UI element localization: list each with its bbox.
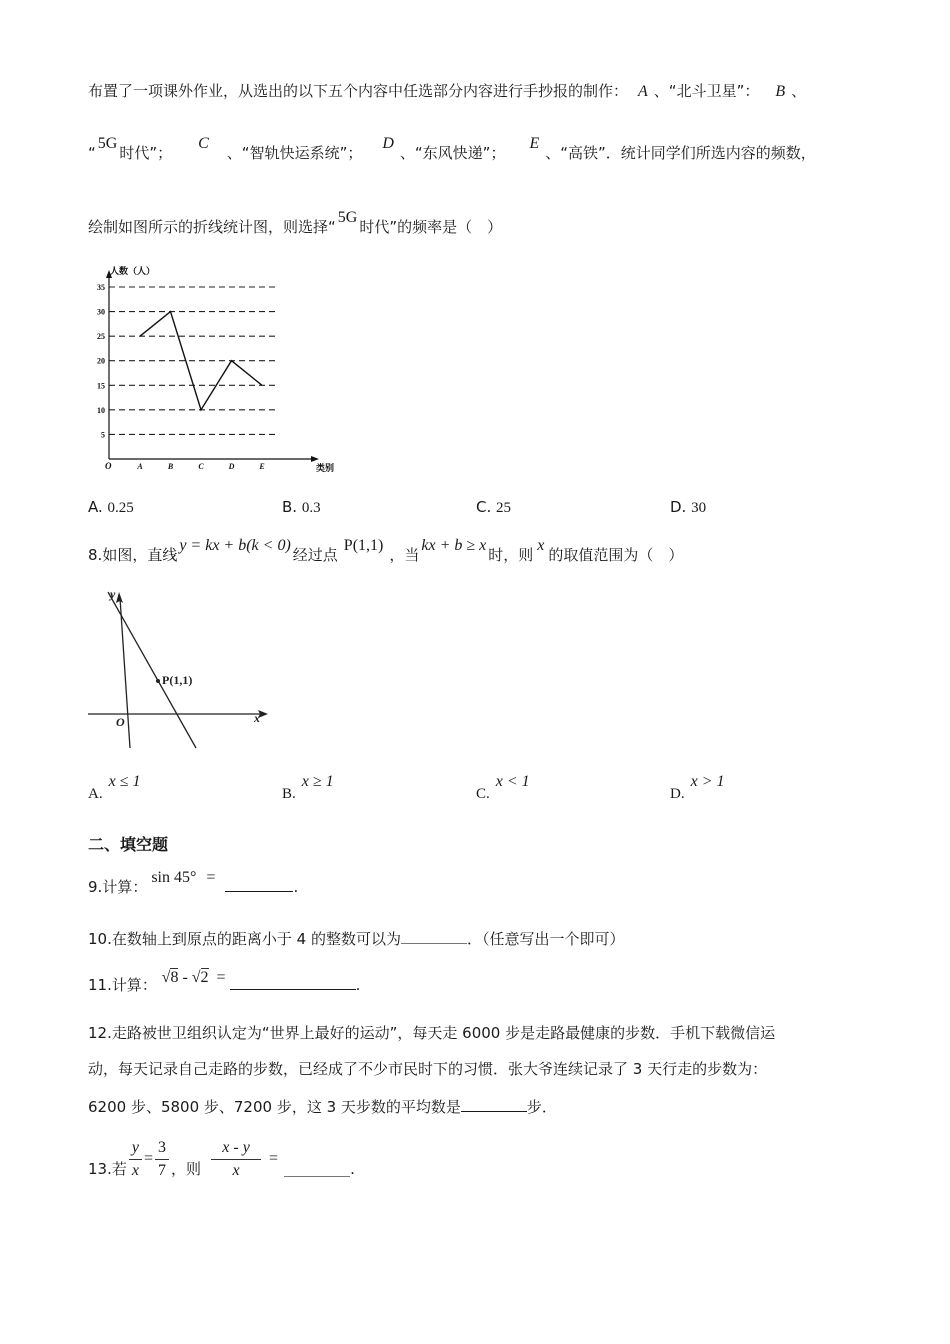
q9-equals: = xyxy=(206,869,216,886)
chart-y-tick-label: 15 xyxy=(97,381,105,391)
q13-frac2-denominator: 7 xyxy=(155,1159,169,1182)
q8-text-a: 如图，直线 xyxy=(102,546,178,564)
q7-line-1 xyxy=(88,80,806,103)
q8-origin-label: O xyxy=(116,715,125,729)
q11-number: 11. xyxy=(88,976,112,994)
q11-answer-blank[interactable] xyxy=(230,975,356,990)
q12-answer-blank[interactable] xyxy=(461,1097,527,1112)
q7-option-d-value: 30 xyxy=(691,500,707,516)
chart-y-tick-label: 30 xyxy=(97,307,105,317)
q7-option-d-text: 、“东风快递”； xyxy=(399,144,506,162)
q13-fraction-2 xyxy=(155,1137,169,1182)
q11-end: . xyxy=(355,976,361,994)
q8-point-marker xyxy=(156,679,160,683)
chart-y-tick-label: 35 xyxy=(97,283,105,292)
q11-expression xyxy=(162,969,230,986)
q8-option-a-value: x ≤ 1 xyxy=(108,773,141,790)
q8-text-c: ，当 xyxy=(389,546,420,564)
q8-option-a-label: A. xyxy=(88,786,103,802)
q10-text: 在数轴上到原点的距离小于 4 的整数可以为 xyxy=(111,930,401,948)
q7-option-e-letter: E xyxy=(529,135,540,152)
q13-text-a: 若 xyxy=(111,1160,127,1178)
q11-line xyxy=(88,969,361,997)
q8-variable: x xyxy=(537,537,545,554)
q7-text: 布置了一项课外作业，从选出的以下五个内容中任选部分内容进行手抄报的制作： xyxy=(88,82,629,100)
q7-separator: 、 xyxy=(791,82,807,100)
q12-line-2 xyxy=(88,1058,767,1080)
q9-expression: sin 45° xyxy=(151,869,197,886)
q7-option-b-letter: B xyxy=(775,83,786,100)
chart-y-ticks xyxy=(97,283,105,439)
q13-frac3-denominator: x xyxy=(211,1159,261,1182)
q8-option-b-value: x ≥ 1 xyxy=(301,773,334,790)
q13-frac1-denominator: x xyxy=(129,1159,142,1182)
q7-question-text: 绘制如图所示的折线统计图，则选择“ xyxy=(88,218,336,236)
chart-x-ticks xyxy=(136,462,264,471)
q13-frac3-numerator: x - y xyxy=(222,1138,250,1156)
q8-option-c[interactable] xyxy=(476,773,530,803)
q7-line-2 xyxy=(88,135,816,165)
q7-option-d-letter: D xyxy=(382,135,394,152)
q7-option-d-label: D. xyxy=(670,498,687,516)
line-chart xyxy=(88,262,348,477)
q7-option-a-label: A. xyxy=(88,498,103,516)
q10-answer-blank[interactable] xyxy=(401,929,467,944)
q12-text-1: 走路被世卫组织认定为“世界上最好的运动”，每天走 6000 步是走路最健康的步数．手机下载微信运 xyxy=(111,1024,776,1042)
q7-option-c-value: 25 xyxy=(496,500,512,516)
q9-line xyxy=(88,869,299,899)
q7-option-a-value: 0.25 xyxy=(107,500,134,516)
q7-option-b-label: B. xyxy=(282,498,298,516)
chart-x-arrow xyxy=(311,456,319,462)
q8-y-label: y xyxy=(110,587,116,601)
q7-option-e-text: 、“高铁”．统计同学们所选内容的频数， xyxy=(545,144,816,162)
q7-quote-open: “ xyxy=(88,144,96,162)
sqrt-symbol-2: √ xyxy=(191,969,201,986)
q8-option-d-value: x > 1 xyxy=(690,773,725,790)
q7-5g-label: 5G xyxy=(97,135,118,152)
q13-line xyxy=(88,1134,355,1184)
q7-line-3 xyxy=(88,209,503,239)
q12-text-3: 6200 步、5800 步、7200 步，这 3 天步数的平均数是 xyxy=(88,1098,461,1116)
q12-number: 12. xyxy=(88,1024,112,1042)
q10-line xyxy=(88,928,624,950)
q7-option-c-letter: C xyxy=(198,135,209,152)
q7-option-c-text: 、“智轨快运系统”； xyxy=(226,144,363,162)
sqrt-symbol-1: √ xyxy=(161,969,171,986)
q11-equals: = xyxy=(216,969,226,986)
chart-x-tick-label: D xyxy=(228,462,235,471)
q8-text-b: 经过点 xyxy=(292,546,338,564)
q8-option-b-label: B. xyxy=(282,786,296,802)
chart-origin-label: O xyxy=(105,461,112,471)
q11-radicand-1: 8 xyxy=(170,969,179,986)
q8-point: P(1,1) xyxy=(343,537,384,554)
q8-option-a[interactable] xyxy=(88,773,141,803)
chart-gridlines xyxy=(109,287,276,434)
q13-number: 13. xyxy=(88,1160,112,1178)
q13-text-b: ，则 xyxy=(171,1160,202,1178)
chart-x-tick-label: B xyxy=(167,462,174,471)
q11-text: 计算： xyxy=(111,976,157,994)
chart-y-tick-label: 10 xyxy=(97,405,105,415)
q8-equation: y = kx + b(k < 0) xyxy=(179,537,291,554)
q7-option-a-text: 、“北斗卫星”： xyxy=(653,82,760,100)
q8-option-c-label: C. xyxy=(476,786,490,802)
chart-x-tick-label: A xyxy=(137,462,143,471)
q12-text-2: 动，每天记录自己走路的步数，已经成了不少市民时下的习惯．张大爷连续记录了 3 天行走的步数为： xyxy=(88,1060,768,1078)
q13-answer-blank[interactable] xyxy=(284,1162,350,1177)
q13-end: . xyxy=(350,1160,355,1178)
q8-option-d[interactable] xyxy=(670,773,725,803)
q8-y-arrow xyxy=(116,592,123,603)
q8-graph xyxy=(86,586,276,752)
q8-option-b[interactable] xyxy=(282,773,334,803)
section-title: 二、填空题 xyxy=(88,835,169,854)
q7-option-c[interactable] xyxy=(476,498,511,517)
q13-equals-2: = xyxy=(269,1150,279,1167)
q7-5g-text: 时代”； xyxy=(119,144,173,162)
q12-end: 步． xyxy=(526,1098,557,1116)
chart-y-tick-label: 5 xyxy=(101,430,105,440)
q12-line-1 xyxy=(88,1022,775,1044)
q7-option-b-value: 0.3 xyxy=(301,500,321,516)
q10-number: 10. xyxy=(88,930,112,948)
q8-inequality: kx + b ≥ x xyxy=(421,537,487,554)
q8-option-c-value: x < 1 xyxy=(495,773,530,790)
q12-line-3 xyxy=(88,1096,557,1118)
q7-question-end: 时代”的频率是（ ） xyxy=(359,218,503,236)
q13-fraction-1 xyxy=(129,1137,142,1182)
q7-option-b[interactable] xyxy=(282,498,321,517)
q10-end: ．（任意写出一个即可） xyxy=(466,930,625,948)
q13-frac1-numerator: y xyxy=(131,1138,139,1156)
q8-text-d: 时，则 xyxy=(488,546,534,564)
q11-radicand-2: 2 xyxy=(200,969,209,986)
q7-5g-label-2: 5G xyxy=(337,209,358,226)
q8-point-label: P(1,1) xyxy=(162,673,193,687)
q8-option-d-label: D. xyxy=(670,786,685,802)
q9-answer-blank[interactable] xyxy=(225,877,293,892)
chart-x-tick-label: E xyxy=(259,462,265,471)
chart-y-axis-label: 人数（人） xyxy=(110,266,156,276)
q11-minus: - xyxy=(182,969,188,986)
q8-line xyxy=(88,537,684,567)
chart-x-tick-label: C xyxy=(198,462,204,471)
chart-axes xyxy=(106,270,319,462)
q13-fraction-3 xyxy=(211,1137,261,1182)
q7-option-d[interactable] xyxy=(670,498,706,517)
q8-text-e: 的取值范围为（ ） xyxy=(548,546,684,564)
q7-option-c-label: C. xyxy=(476,498,492,516)
q7-option-a-letter: A xyxy=(638,83,648,100)
q9-number: 9. xyxy=(88,878,103,896)
chart-x-axis-label: 类别 xyxy=(316,463,335,473)
q8-number: 8. xyxy=(88,546,103,564)
q8-x-label: x xyxy=(254,711,260,725)
q9-end: . xyxy=(293,878,299,896)
chart-y-tick-label: 20 xyxy=(97,356,105,366)
q9-text: 计算： xyxy=(102,878,148,896)
q13-equals-1: = xyxy=(143,1150,154,1167)
chart-y-tick-label: 25 xyxy=(97,332,105,342)
q7-option-a[interactable] xyxy=(88,498,134,517)
q13-frac2-numerator: 3 xyxy=(158,1138,167,1156)
